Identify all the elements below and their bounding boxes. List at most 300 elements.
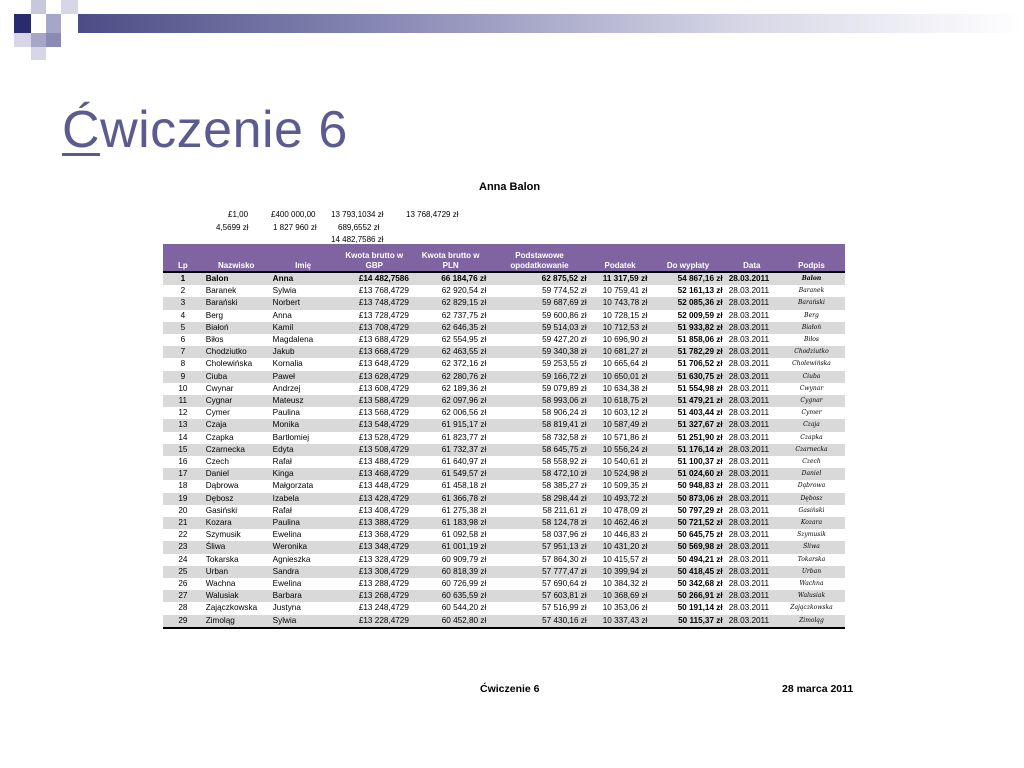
header-cell: Podatek <box>590 244 651 272</box>
cell-tax: 11 317,59 zł <box>590 272 651 285</box>
cell-lp: 9 <box>163 371 203 383</box>
cell-tax: 10 681,27 zł <box>590 346 651 358</box>
cell-tax: 10 446,83 zł <box>602 530 648 540</box>
cell-tax: 10 368,69 zł <box>590 590 651 602</box>
cell-lp: 25 <box>163 566 203 578</box>
cell-lp: 2 <box>180 286 186 296</box>
cell-tax: 10 571,86 zł <box>602 432 648 442</box>
cell-tax-base: 58 298,44 zł <box>489 493 589 505</box>
cell-lp: 8 <box>180 359 186 369</box>
cell-gross-pln: 61 915,17 zł <box>412 419 489 431</box>
cell-lp: 18 <box>178 481 188 491</box>
table-row <box>163 590 845 602</box>
cell-signature: Baranek <box>798 287 825 295</box>
cell-lp: 6 <box>180 335 186 345</box>
cell-date: 28.03.2011 <box>728 359 770 369</box>
cell-firstname: Mateusz <box>270 395 337 407</box>
table-row <box>163 407 845 419</box>
cell-tax-base: 58 472,10 zł <box>489 468 589 480</box>
cell-lp: 29 <box>163 615 203 628</box>
cell-firstname: Kamil <box>270 322 337 334</box>
table-row <box>163 444 845 456</box>
cell-net-pay: 51 100,37 zł <box>677 457 723 467</box>
cell-tax: 10 696,90 zł <box>602 335 648 345</box>
cell-date: 28.03.2011 <box>728 335 770 345</box>
cell-lp: 10 <box>178 383 188 393</box>
cell-date: 28.03.2011 <box>726 395 778 407</box>
cell-date: 28.03.2011 <box>728 383 770 393</box>
deco-square <box>31 0 46 14</box>
cell-lp: 19 <box>163 493 203 505</box>
cell-net-pay: 51 479,21 zł <box>650 395 725 407</box>
cell-net-pay: 51 782,29 zł <box>650 346 725 358</box>
cell-firstname: Weronika <box>270 541 337 553</box>
cell-gross-pln: 62 189,36 zł <box>441 383 487 393</box>
cell-surname: Ciuba <box>203 371 270 383</box>
cell-net-pay: 50 266,91 zł <box>650 590 725 602</box>
cell-gross-pln: 60 452,80 zł <box>412 615 489 628</box>
cell-net-pay: 51 024,60 zł <box>650 468 725 480</box>
cell-net-pay: 50 797,29 zł <box>677 505 723 515</box>
table-row <box>163 480 845 492</box>
cell-gross-pln: 62 463,55 zł <box>412 346 489 358</box>
cell-gross-gbp: £13 768,4729 <box>358 286 409 296</box>
cell-gross-pln: 61 092,58 zł <box>441 530 487 540</box>
cell-date: 28.03.2011 <box>728 505 770 515</box>
table-row <box>163 346 845 358</box>
cell-lp: 12 <box>178 408 188 418</box>
cell-date: 28.03.2011 <box>726 615 778 628</box>
cell-tax-base: 59 427,20 zł <box>542 335 587 345</box>
header-cell: Imię <box>270 244 337 272</box>
cell-lp: 11 <box>163 395 203 407</box>
cell-surname: Berg <box>205 310 224 320</box>
header-cell: Podpis <box>778 244 845 272</box>
cell-lp: 1 <box>163 272 203 285</box>
cell-date: 28.03.2011 <box>726 272 778 285</box>
cell-gross-pln: 60 909,79 zł <box>441 554 487 564</box>
cell-tax: 10 493,72 zł <box>590 493 651 505</box>
cell-net-pay: 51 933,82 zł <box>650 322 725 334</box>
cell-gross-gbp: £13 388,4729 <box>337 517 412 529</box>
cell-tax-base: 59 079,89 zł <box>542 383 587 393</box>
cell-gross-gbp: £14 482,7586 <box>337 272 412 285</box>
cell-net-pay: 51 858,06 zł <box>677 335 723 345</box>
total-a: 13 793,1034 zł <box>331 210 384 219</box>
slide-title-rest: wiczenie 6 <box>100 101 348 159</box>
cell-net-pay: 50 418,45 zł <box>650 566 725 578</box>
cell-gross-gbp: £13 308,4729 <box>337 566 412 578</box>
cell-signature: Biłos <box>804 336 819 344</box>
cell-tax: 10 540,61 zł <box>602 457 648 467</box>
table-row <box>163 554 845 566</box>
cell-gross-gbp: £13 648,4729 <box>358 359 409 369</box>
cell-gross-gbp: £13 248,4729 <box>358 603 409 613</box>
cell-surname: Cholewińska <box>205 359 253 369</box>
cell-firstname: Ewelina <box>272 579 302 589</box>
table-row <box>163 334 845 346</box>
cell-signature: Zimoląg <box>778 615 845 628</box>
cell-firstname: Paulina <box>272 408 300 418</box>
cell-lp: 22 <box>178 530 188 540</box>
cell-surname: Tokarska <box>205 554 239 564</box>
header-cell: Lp <box>163 244 203 272</box>
cell-signature: Cwynar <box>799 384 824 392</box>
cell-tax-base: 58 993,06 zł <box>489 395 589 407</box>
cell-tax: 10 650,01 zł <box>590 371 651 383</box>
cell-date: 28.03.2011 <box>728 457 770 467</box>
cell-date: 28.03.2011 <box>728 603 770 613</box>
cell-gross-gbp: £13 368,4729 <box>358 530 409 540</box>
cell-net-pay: 51 327,67 zł <box>650 419 725 431</box>
cell-lp: 4 <box>180 310 186 320</box>
cell-firstname: Justyna <box>272 603 301 613</box>
table-row <box>163 322 845 334</box>
cell-date: 28.03.2011 <box>726 566 778 578</box>
cell-tax: 10 712,53 zł <box>590 322 651 334</box>
cell-gross-pln: 61 183,98 zł <box>412 517 489 529</box>
cell-surname: Balon <box>203 272 270 285</box>
cell-surname: Zimoląg <box>203 615 270 628</box>
cell-date: 28.03.2011 <box>726 541 778 553</box>
header-cell: Do wypłaty <box>650 244 725 272</box>
cell-firstname: Andrzej <box>272 383 301 393</box>
cell-surname: Śliwa <box>203 541 270 553</box>
cell-surname: Dębosz <box>203 493 270 505</box>
cell-tax-base: 57 777,47 zł <box>489 566 589 578</box>
cell-tax: 10 759,41 zł <box>602 286 648 296</box>
cell-signature: Gasiński <box>798 506 825 514</box>
cell-gross-pln: 62 737,75 zł <box>441 310 487 320</box>
cell-tax: 10 556,24 zł <box>590 444 651 456</box>
table-row <box>163 505 845 517</box>
cell-gross-pln: 61 458,18 zł <box>441 481 487 491</box>
cell-gross-gbp: £13 468,4729 <box>337 468 412 480</box>
table-row <box>163 578 845 590</box>
cell-net-pay: 50 645,75 zł <box>677 530 723 540</box>
cell-signature: Urban <box>778 566 845 578</box>
deco-square <box>14 14 31 33</box>
cell-firstname: Jakub <box>270 346 337 358</box>
cell-signature: Czech <box>802 458 821 466</box>
cell-gross-gbp: £13 688,4729 <box>358 335 409 345</box>
cell-surname: Walusiak <box>203 590 270 602</box>
cell-firstname: Sandra <box>270 566 337 578</box>
cell-gross-pln: 62 646,35 zł <box>412 322 489 334</box>
cell-tax-base: 58 385,27 zł <box>542 481 587 491</box>
cell-signature: Dębosz <box>778 493 845 505</box>
deco-square <box>46 33 61 47</box>
cell-surname: Cwynar <box>205 383 234 393</box>
cell-tax-base: 58 906,24 zł <box>542 408 587 418</box>
cell-net-pay: 51 176,14 zł <box>650 444 725 456</box>
table-row <box>163 615 845 628</box>
cell-date: 28.03.2011 <box>728 554 770 564</box>
cell-gross-pln: 60 544,20 zł <box>441 603 487 613</box>
document-name: Anna Balon <box>479 181 541 193</box>
rate-gbp: £1,00 <box>228 210 249 219</box>
cell-firstname: Anna <box>270 272 337 285</box>
cell-signature: Czaja <box>778 419 845 431</box>
cell-tax: 10 509,35 zł <box>602 481 648 491</box>
table-row <box>163 419 845 431</box>
cell-firstname: Paulina <box>270 517 337 529</box>
cell-gross-gbp: £13 328,4729 <box>358 554 409 564</box>
cell-lp: 21 <box>163 517 203 529</box>
cell-lp: 23 <box>163 541 203 553</box>
cell-gross-pln: 62 006,56 zł <box>441 408 487 418</box>
cell-gross-gbp: £13 728,4729 <box>358 310 409 320</box>
cell-surname: Czech <box>205 457 229 467</box>
cell-signature: Berg <box>804 311 819 319</box>
cell-tax: 10 384,32 zł <box>602 579 648 589</box>
cell-firstname: Bartłomiej <box>272 432 310 442</box>
table-row <box>163 541 845 553</box>
cell-gross-pln: 61 549,57 zł <box>412 468 489 480</box>
cell-gross-pln: 61 640,97 zł <box>441 457 487 467</box>
cell-tax: 10 353,06 zł <box>602 603 648 613</box>
cell-lp: 13 <box>163 419 203 431</box>
base-gbp: £400 000,00 <box>271 210 316 219</box>
cell-gross-pln: 62 920,54 zł <box>441 286 487 296</box>
cell-tax-base: 59 340,38 zł <box>489 346 589 358</box>
deco-square <box>31 33 46 47</box>
cell-net-pay: 51 630,75 zł <box>650 371 725 383</box>
cell-gross-pln: 62 829,15 zł <box>412 297 489 309</box>
cell-date: 28.03.2011 <box>726 322 778 334</box>
cell-date: 28.03.2011 <box>726 468 778 480</box>
cell-date: 28.03.2011 <box>728 481 770 491</box>
cell-tax: 10 634,38 zł <box>602 383 648 393</box>
table-row <box>163 602 845 614</box>
cell-surname: Cymer <box>205 408 230 418</box>
table-row <box>163 358 845 370</box>
cell-net-pay: 50 873,06 zł <box>650 493 725 505</box>
cell-tax: 10 603,12 zł <box>602 408 648 418</box>
cell-signature: Tokarska <box>797 555 826 563</box>
cell-surname: Wachna <box>205 579 236 589</box>
cell-gross-pln: 66 184,76 zł <box>412 272 489 285</box>
cell-lp: 28 <box>178 603 188 613</box>
cell-tax-base: 62 875,52 zł <box>489 272 589 285</box>
cell-gross-gbp: £13 748,4729 <box>337 297 412 309</box>
cell-tax-base: 57 951,13 zł <box>489 541 589 553</box>
cell-lp: 3 <box>163 297 203 309</box>
total-d: 13 768,4729 zł <box>406 210 459 219</box>
cell-gross-gbp: £13 528,4729 <box>358 432 409 442</box>
cell-tax-base: 57 690,64 zł <box>542 579 587 589</box>
cell-net-pay: 50 569,98 zł <box>650 541 725 553</box>
cell-firstname: Izabela <box>270 493 337 505</box>
cell-signature: Cygnar <box>778 395 845 407</box>
cell-tax-base: 59 774,52 zł <box>542 286 587 296</box>
cell-date: 28.03.2011 <box>726 371 778 383</box>
table-row <box>163 371 845 383</box>
total-c: 14 482,7586 zł <box>331 235 384 244</box>
footer-left: Ćwiczenie 6 <box>480 683 540 695</box>
cell-tax-base: 59 253,55 zł <box>542 359 587 369</box>
table-row <box>163 297 845 309</box>
cell-firstname: Anna <box>272 310 292 320</box>
cell-gross-gbp: £13 508,4729 <box>337 444 412 456</box>
cell-lp: 14 <box>178 432 188 442</box>
table-body <box>163 272 845 628</box>
cell-surname: Białoń <box>203 322 270 334</box>
cell-tax: 10 618,75 zł <box>590 395 651 407</box>
cell-net-pay: 50 191,14 zł <box>677 603 723 613</box>
cell-date: 28.03.2011 <box>726 419 778 431</box>
cell-gross-gbp: £13 628,4729 <box>337 371 412 383</box>
cell-date: 28.03.2011 <box>726 493 778 505</box>
cell-surname: Zajączkowska <box>205 603 258 613</box>
cell-net-pay: 51 251,90 zł <box>677 432 723 442</box>
cell-signature: Dąbrowa <box>797 482 826 490</box>
cell-tax-base: 58 037,96 zł <box>542 530 587 540</box>
cell-gross-pln: 60 726,99 zł <box>441 579 487 589</box>
cell-surname: Kozara <box>203 517 270 529</box>
cell-surname: Dąbrowa <box>205 481 239 491</box>
cell-gross-pln: 61 732,37 zł <box>412 444 489 456</box>
cell-tax-base: 58 732,58 zł <box>542 432 587 442</box>
table-row <box>163 432 845 444</box>
cell-firstname: Małgorzata <box>272 481 314 491</box>
cell-lp: 5 <box>163 322 203 334</box>
total-b: 689,6552 zł <box>338 223 380 232</box>
cell-tax: 10 399,94 zł <box>590 566 651 578</box>
cell-tax-base: 59 514,03 zł <box>489 322 589 334</box>
cell-firstname: Barbara <box>270 590 337 602</box>
cell-gross-gbp: £13 488,4729 <box>358 457 409 467</box>
cell-surname: Urban <box>203 566 270 578</box>
cell-firstname: Rafał <box>272 457 292 467</box>
cell-firstname: Monika <box>270 419 337 431</box>
table-row <box>163 285 845 297</box>
footer-right: 28 marca 2011 <box>782 683 854 695</box>
table-row <box>163 468 845 480</box>
table-header-row <box>163 244 845 272</box>
cell-gross-pln: 61 001,19 zł <box>412 541 489 553</box>
cell-date: 28.03.2011 <box>726 444 778 456</box>
slide-title <box>62 100 348 160</box>
cell-lp: 16 <box>178 457 188 467</box>
cell-signature: Balon <box>778 272 845 285</box>
cell-gross-gbp: £13 608,4729 <box>358 383 409 393</box>
cell-lp: 27 <box>163 590 203 602</box>
cell-tax: 10 415,57 zł <box>602 554 648 564</box>
cell-tax-base: 58 211,61 zł <box>542 505 587 515</box>
cell-gross-gbp: £13 408,4729 <box>358 505 409 515</box>
table-row <box>163 566 845 578</box>
cell-net-pay: 50 342,68 zł <box>677 579 723 589</box>
cell-signature: Ciuba <box>778 371 845 383</box>
cell-net-pay: 52 161,13 zł <box>677 286 723 296</box>
cell-firstname: Ewelina <box>272 530 302 540</box>
cell-surname: Czaja <box>203 419 270 431</box>
cell-lp: 26 <box>178 579 188 589</box>
cell-signature: Barański <box>778 297 845 309</box>
cell-gross-gbp: £13 588,4729 <box>337 395 412 407</box>
base-pln: 1 827 960 zł <box>273 223 317 232</box>
deco-square <box>31 47 46 60</box>
cell-firstname: Sylwia <box>270 615 337 628</box>
cell-date: 28.03.2011 <box>726 517 778 529</box>
cell-tax-base: 58 124,78 zł <box>489 517 589 529</box>
cell-net-pay: 50 115,37 zł <box>650 615 725 628</box>
cell-lp: 24 <box>178 554 188 564</box>
cell-date: 28.03.2011 <box>728 579 770 589</box>
cell-surname: Chodziutko <box>203 346 270 358</box>
cell-signature: Walusiak <box>778 590 845 602</box>
header-cell: Kwota brutto w GBP <box>337 244 412 272</box>
cell-net-pay: 51 403,44 zł <box>677 408 723 418</box>
cell-tax-base: 59 166,72 zł <box>489 371 589 383</box>
cell-gross-pln: 62 554,95 zł <box>441 335 487 345</box>
table-row <box>163 456 845 468</box>
cell-net-pay: 52 009,59 zł <box>677 310 723 320</box>
cell-firstname: Rafał <box>272 505 292 515</box>
payroll-table <box>163 244 845 629</box>
cell-gross-gbp: £13 228,4729 <box>337 615 412 628</box>
cell-signature: Wachna <box>799 580 824 588</box>
cell-gross-gbp: £13 708,4729 <box>337 322 412 334</box>
cell-gross-gbp: £13 568,4729 <box>358 408 409 418</box>
cell-surname: Czarnecka <box>203 444 270 456</box>
table-row <box>163 517 845 529</box>
cell-date: 28.03.2011 <box>726 346 778 358</box>
cell-gross-gbp: £13 428,4729 <box>337 493 412 505</box>
cell-tax: 10 337,43 zł <box>590 615 651 628</box>
cell-tax-base: 59 687,69 zł <box>489 297 589 309</box>
cell-surname: Baranek <box>205 286 237 296</box>
cell-net-pay: 50 494,21 zł <box>677 554 723 564</box>
cell-gross-gbp: £13 448,4729 <box>358 481 409 491</box>
cell-net-pay: 54 867,16 zł <box>650 272 725 285</box>
cell-gross-pln: 60 635,59 zł <box>412 590 489 602</box>
cell-tax-base: 59 600,86 zł <box>542 310 587 320</box>
cell-date: 28.03.2011 <box>728 286 770 296</box>
cell-tax: 10 728,15 zł <box>602 310 648 320</box>
cell-surname: Czapka <box>205 432 234 442</box>
cell-surname: Barański <box>203 297 270 309</box>
cell-tax-base: 58 819,41 zł <box>489 419 589 431</box>
cell-gross-gbp: £13 668,4729 <box>337 346 412 358</box>
cell-tax: 10 462,46 zł <box>590 517 651 529</box>
deco-square <box>14 33 31 47</box>
cell-signature: Białoń <box>778 322 845 334</box>
cell-tax: 10 478,09 zł <box>602 505 648 515</box>
table-row <box>163 529 845 541</box>
cell-firstname: Agnieszka <box>272 554 311 564</box>
cell-firstname: Edyta <box>270 444 337 456</box>
cell-gross-pln: 62 097,96 zł <box>412 395 489 407</box>
cell-surname: Daniel <box>203 468 270 480</box>
cell-net-pay: 51 706,52 zł <box>677 359 723 369</box>
cell-date: 28.03.2011 <box>726 590 778 602</box>
header-cell: Data <box>726 244 778 272</box>
cell-signature: Cymer <box>801 409 822 417</box>
cell-tax-base: 58 558,92 zł <box>542 457 587 467</box>
cell-tax: 10 431,20 zł <box>590 541 651 553</box>
table-row <box>163 395 845 407</box>
cell-tax-base: 57 516,99 zł <box>542 603 587 613</box>
cell-net-pay: 50 948,83 zł <box>677 481 723 491</box>
cell-net-pay: 51 554,98 zł <box>677 383 723 393</box>
header-cell: Kwota brutto w PLN <box>412 244 489 272</box>
cell-lp: 20 <box>178 505 188 515</box>
cell-signature: Czapka <box>800 433 823 441</box>
cell-surname: Szymusik <box>205 530 241 540</box>
cell-tax-base: 57 603,81 zł <box>489 590 589 602</box>
